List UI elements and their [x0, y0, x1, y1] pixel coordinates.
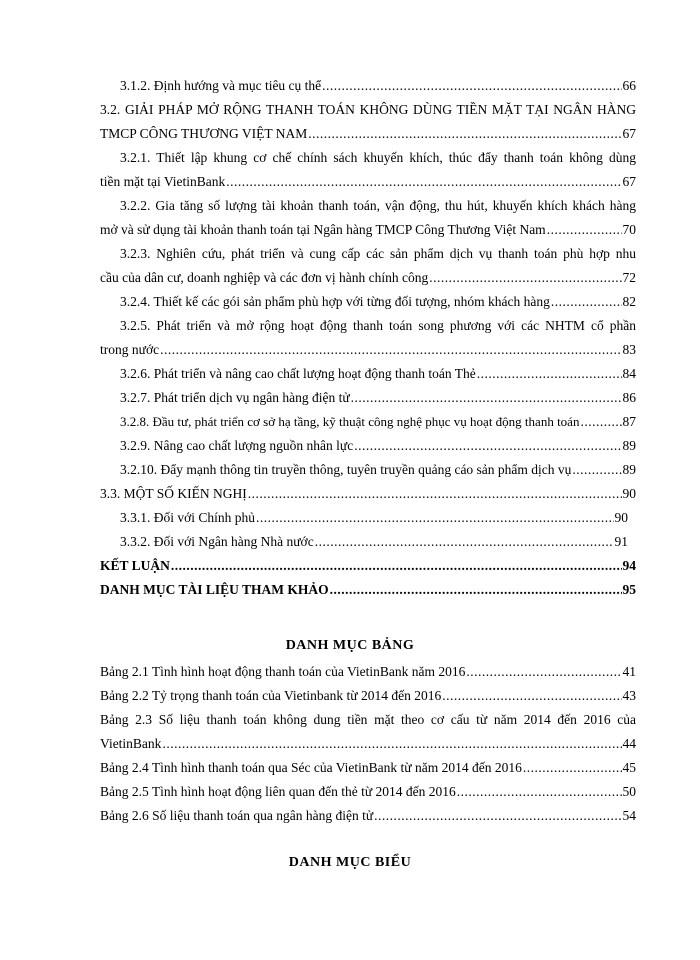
dot-leader	[322, 78, 621, 94]
toc-entry[interactable]	[100, 534, 636, 550]
toc-entry-page: 95	[622, 582, 636, 597]
dot-leader	[315, 534, 614, 550]
toc-entry-title: 3.3.2. Đối với Ngân hàng Nhà nước	[120, 534, 314, 549]
table-entry-page: 44	[622, 736, 636, 751]
toc-entry-title: 3.3.1. Đối với Chính phủ	[120, 510, 256, 525]
table-list-entry[interactable]	[100, 760, 636, 776]
toc-entry[interactable]	[100, 558, 636, 574]
dot-leader	[308, 126, 621, 142]
toc-entry[interactable]	[100, 486, 636, 502]
table-entry-page: 43	[622, 688, 636, 703]
dot-leader	[226, 174, 621, 190]
toc-entry[interactable]	[100, 150, 636, 166]
toc-entry-page: 82	[622, 294, 636, 309]
toc-entry-title: 3.2.8. Đầu tư, phát triển cơ sở hạ tầng, kỹ thuật công nghệ phục vụ hoạt động thanh toán	[120, 414, 580, 429]
toc-entry[interactable]	[100, 78, 636, 94]
dot-leader	[466, 664, 621, 680]
dot-leader	[374, 808, 621, 824]
table-of-contents	[100, 78, 636, 606]
table-list-entry[interactable]	[100, 808, 636, 824]
dot-leader	[171, 558, 622, 574]
dot-leader	[160, 342, 621, 358]
toc-entry-title: 3.2.4. Thiết kế các gói sản phẩm phù hợp với từng đối tượng, nhóm khách hàng	[120, 294, 550, 309]
dot-leader	[477, 366, 622, 382]
toc-entry-title-line2: mở và sử dụng tài khoản thanh toán tại Ngân hàng TMCP Công Thương Việt Nam	[100, 222, 546, 237]
dot-leader	[354, 438, 621, 454]
toc-entry-page: 86	[622, 390, 636, 405]
toc-entry-title: DANH MỤC TÀI LIỆU THAM KHẢO	[100, 582, 329, 597]
dot-leader	[351, 390, 622, 406]
table-entry-page: 45	[622, 760, 636, 775]
dot-leader	[551, 294, 622, 310]
table-entry-title: Bảng 2.4 Tình hình thanh toán qua Séc của VietinBank từ năm 2014 đến 2016	[100, 760, 522, 775]
toc-entry-title: 3.2.9. Nâng cao chất lượng nguồn nhân lực	[120, 438, 354, 453]
toc-entry-title-line1: 3.2.2. Gia tăng số lượng tài khoản thanh toán, vận động, thu hút, khuyến khích khách hàng	[120, 198, 636, 213]
table-list-entry[interactable]	[100, 712, 636, 752]
tables-list	[100, 664, 636, 832]
toc-entry[interactable]	[100, 294, 636, 310]
toc-entry[interactable]	[100, 462, 636, 478]
toc-entry-title: 3.2.10. Đẩy mạnh thông tin truyền thông, tuyên truyền quảng cáo sản phẩm dịch vụ	[120, 462, 572, 477]
dot-leader	[429, 270, 621, 286]
dot-leader	[547, 222, 622, 238]
toc-entry-title-line1: 3.2.3. Nghiên cứu, phát triển và cung cấp các sản phẩm dịch vụ thanh toán phù hợp nhu	[120, 246, 636, 261]
dot-leader	[457, 784, 622, 800]
dot-leader	[256, 510, 613, 526]
toc-entry-title-line1: 3.2. GIẢI PHÁP MỞ RỘNG THANH TOÁN KHÔNG DÙNG TIỀN MẶT TẠI NGÂN HÀNG	[100, 102, 636, 117]
toc-entry-page: 89	[622, 462, 636, 477]
toc-entry-page: 87	[622, 414, 636, 429]
toc-entry-continuation[interactable]	[100, 222, 636, 238]
toc-entry[interactable]	[100, 102, 636, 142]
toc-entry[interactable]	[100, 582, 636, 598]
table-entry-title: Bảng 2.1 Tình hình hoạt động thanh toán của VietinBank năm 2016	[100, 664, 466, 679]
toc-entry-page: 67	[622, 126, 636, 141]
dot-leader	[330, 582, 622, 598]
toc-entry-title-line2: trong nước	[100, 342, 160, 357]
toc-entry-title-line1: 3.2.1. Thiết lập khung cơ chế chính sách khuyến khích, thúc đẩy thanh toán không dùng	[120, 150, 636, 165]
table-list-entry[interactable]	[100, 664, 636, 680]
dot-leader	[248, 486, 622, 502]
dot-leader	[523, 760, 622, 776]
table-entry-page: 41	[622, 664, 636, 679]
table-entry-title: Bảng 2.2 Tỷ trọng thanh toán của Vietinbank từ 2014 đến 2016	[100, 688, 442, 703]
table-entry-page: 50	[622, 784, 636, 799]
toc-entry-title: KẾT LUẬN	[100, 558, 170, 573]
charts-list-heading: DANH MỤC BIỂU	[288, 855, 412, 870]
dot-leader	[442, 688, 621, 704]
toc-entry[interactable]	[100, 438, 636, 454]
tables-list-heading: DANH MỤC BẢNG	[285, 638, 415, 653]
toc-entry-page: 83	[622, 342, 636, 357]
toc-entry-page: 91	[614, 534, 628, 549]
toc-entry-page: 89	[622, 438, 636, 453]
toc-entry-continuation[interactable]	[100, 174, 636, 190]
toc-entry-page: 72	[622, 270, 636, 285]
toc-entry[interactable]	[100, 318, 636, 334]
toc-entry-continuation[interactable]	[100, 270, 636, 286]
table-entry-title-line2: VietinBank	[100, 736, 162, 751]
dot-leader	[162, 736, 621, 752]
toc-entry[interactable]	[100, 246, 636, 262]
toc-entry[interactable]	[100, 414, 636, 430]
dot-leader	[572, 462, 621, 478]
toc-entry-title-line2: TMCP CÔNG THƯƠNG VIỆT NAM	[100, 126, 308, 141]
toc-entry-title-line2: cầu của dân cư, doanh nghiệp và các đơn vị hành chính công	[100, 270, 429, 285]
toc-entry-title: 3.1.2. Định hướng và mục tiêu cụ thể	[120, 78, 322, 93]
table-entry-title: Bảng 2.6 Số liệu thanh toán qua ngân hàng điện tử	[100, 808, 374, 823]
toc-entry-page: 90	[614, 510, 628, 525]
table-entry-title-line1: Bảng 2.3 Số liệu thanh toán không dung tiền mặt theo cơ cấu từ năm 2014 đến 2016 của	[100, 712, 636, 727]
toc-entry-page: 94	[622, 558, 636, 573]
toc-entry-title-line1: 3.2.5. Phát triển và mở rộng hoạt động thanh toán song phương với các NHTM cổ phần	[120, 318, 636, 333]
toc-entry[interactable]	[100, 390, 636, 406]
toc-entry-continuation[interactable]	[100, 342, 636, 358]
toc-entry-title: 3.2.6. Phát triển và nâng cao chất lượng hoạt động thanh toán Thẻ	[120, 366, 476, 381]
toc-entry[interactable]	[100, 366, 636, 382]
toc-entry-title-line2: tiền mặt tại VietinBank	[100, 174, 226, 189]
table-list-entry[interactable]	[100, 784, 636, 800]
toc-entry-page: 66	[622, 78, 636, 93]
toc-entry[interactable]	[100, 510, 636, 526]
toc-entry-page: 70	[622, 222, 636, 237]
dot-leader	[580, 414, 621, 430]
toc-entry-page: 90	[622, 486, 636, 501]
table-entry-page: 54	[622, 808, 636, 823]
table-entry-title: Bảng 2.5 Tình hình hoạt động liên quan đến thẻ từ 2014 đến 2016	[100, 784, 456, 799]
toc-entry-title: 3.2.7. Phát triển dịch vụ ngân hàng điện tử	[120, 390, 350, 405]
table-list-entry[interactable]	[100, 688, 636, 704]
toc-entry-title: 3.3. MỘT SỐ KIẾN NGHỊ	[100, 486, 247, 501]
toc-entry[interactable]	[100, 198, 636, 214]
toc-entry-page: 84	[622, 366, 636, 381]
toc-entry-page: 67	[622, 174, 636, 189]
